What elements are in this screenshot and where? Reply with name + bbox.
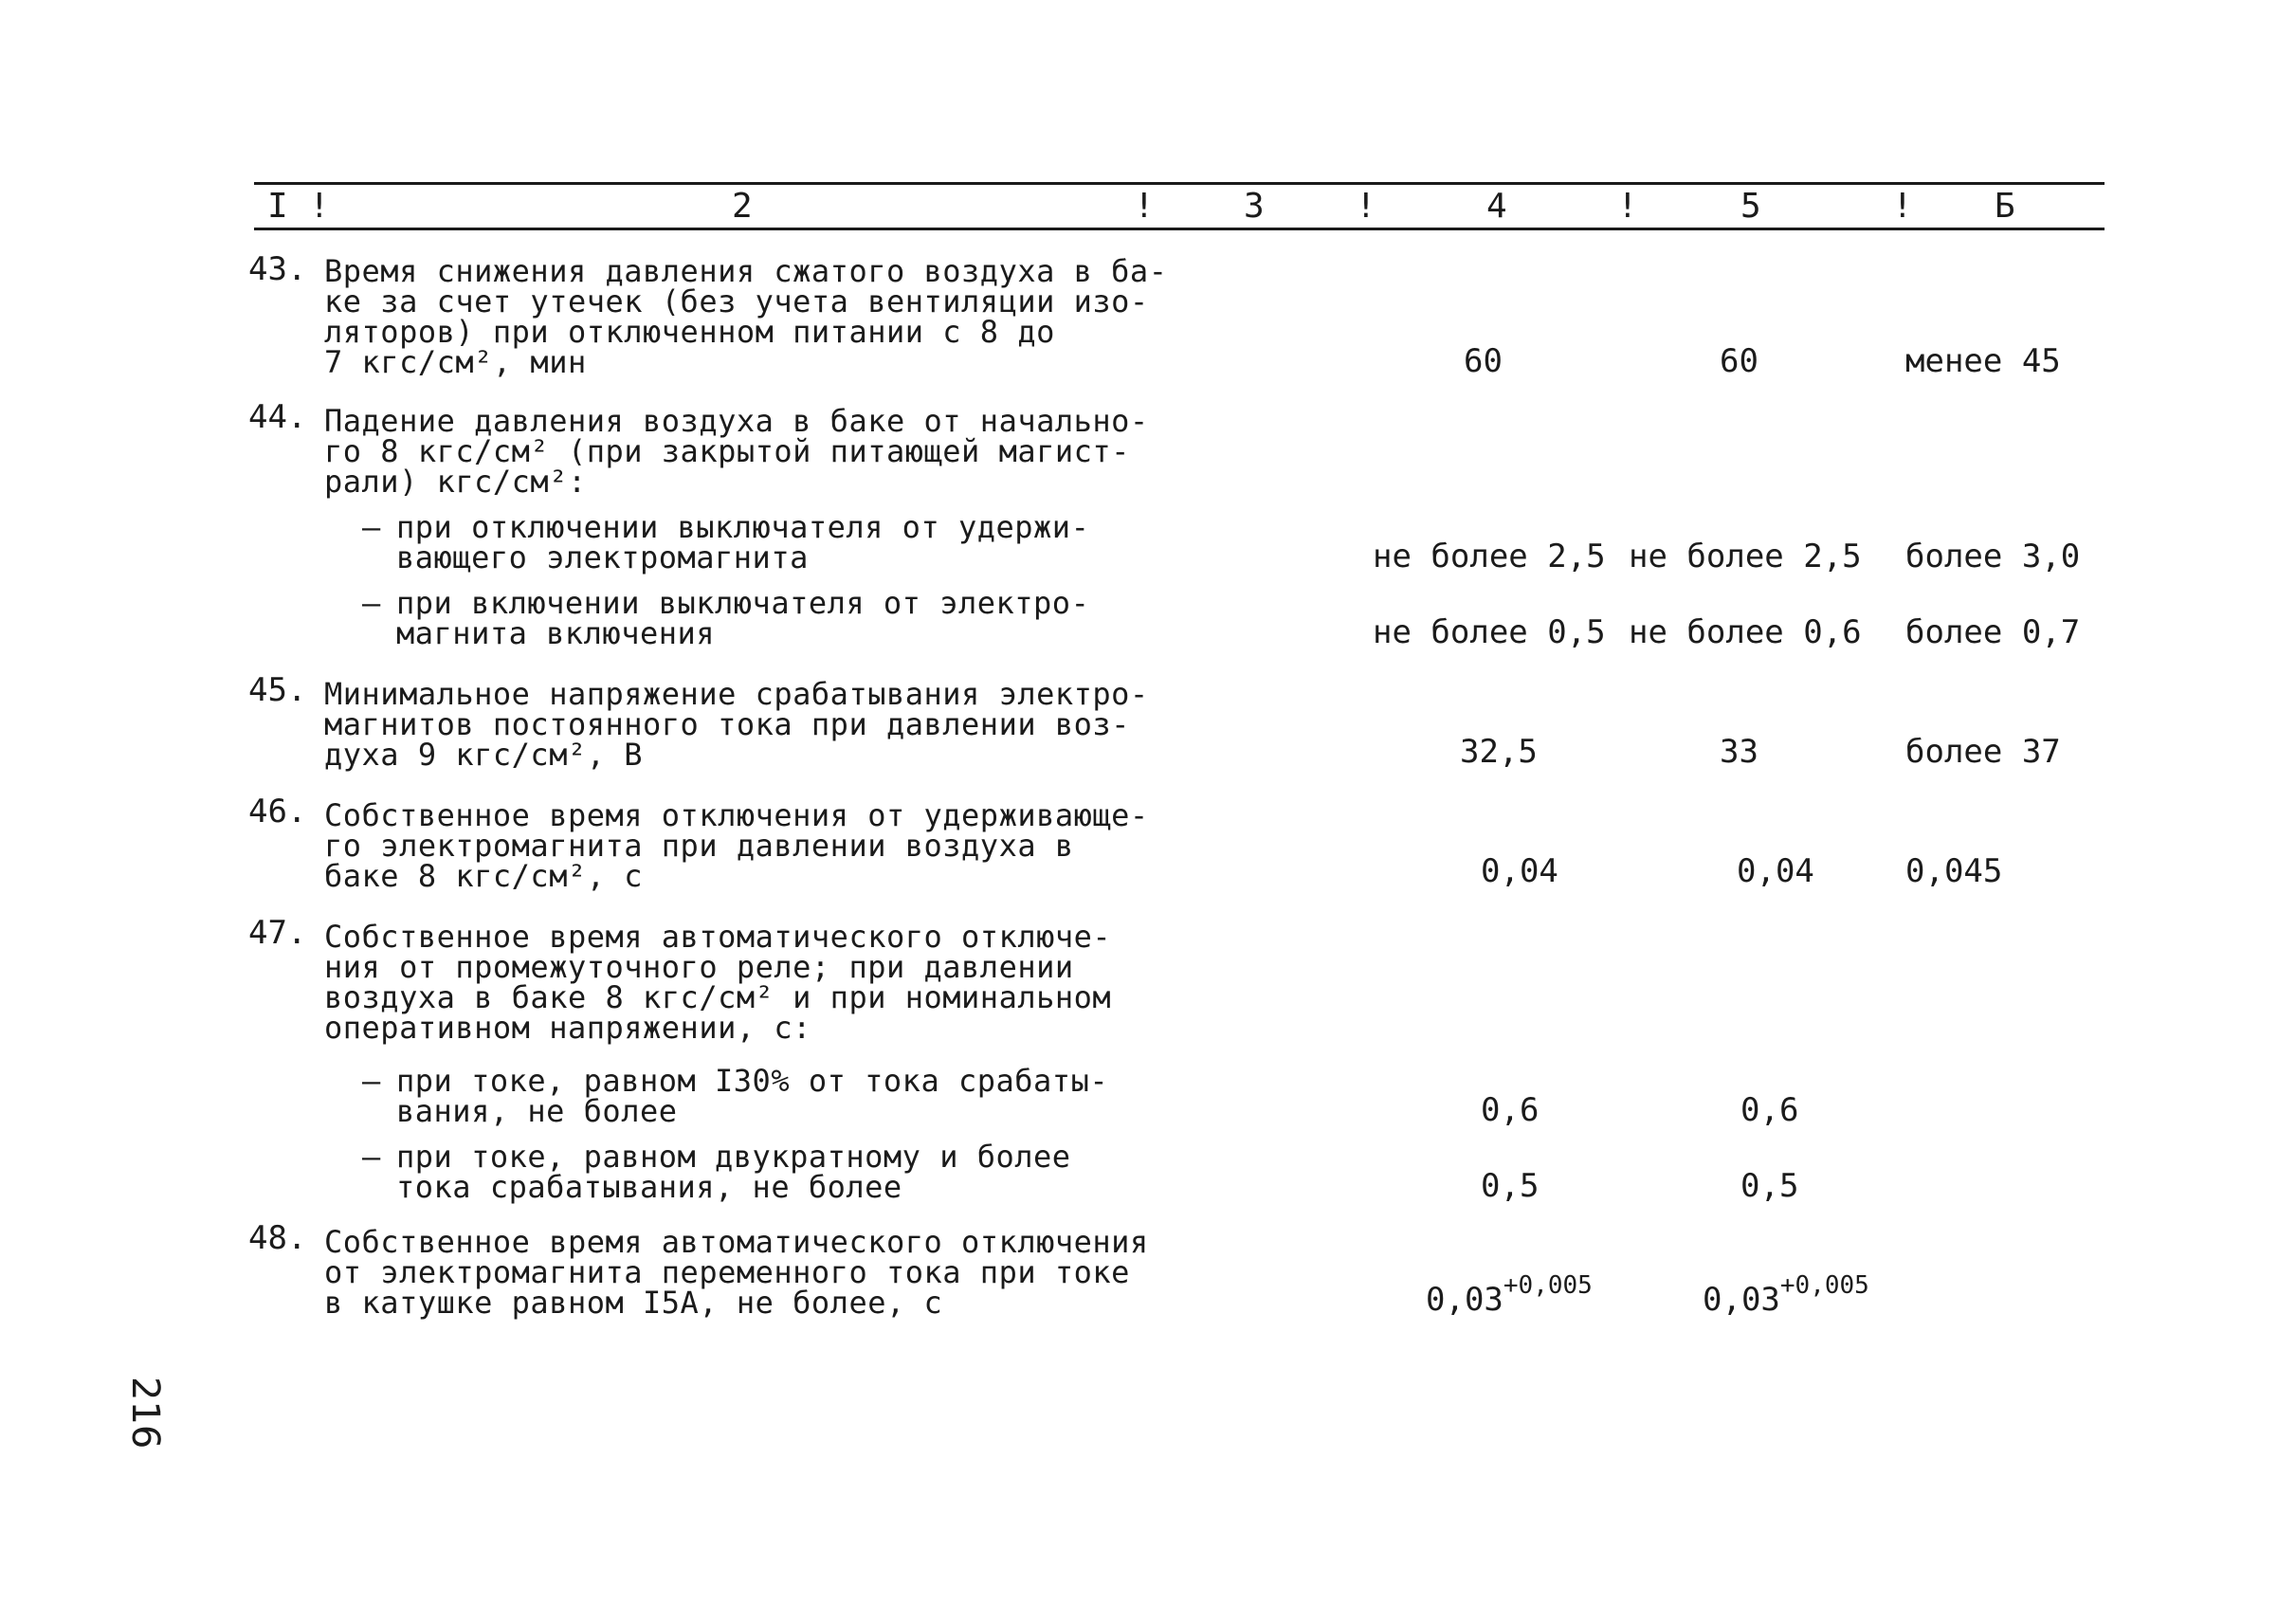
value-base: 0,03 [1426, 1281, 1503, 1319]
header-bottom-rule [254, 228, 2105, 230]
value-tolerance: +0,005 [1503, 1271, 1593, 1300]
header-separator: ! [1617, 187, 1638, 226]
dash-marker: – [362, 585, 381, 621]
value-tolerance: +0,005 [1779, 1271, 1869, 1300]
value-col-4 [1426, 1271, 1593, 1319]
row-text-line: го электромагнита при давлении воздуха в [324, 828, 1074, 864]
value-col-4: 0,6 [1481, 1091, 1540, 1129]
value-col-5: 0,04 [1737, 852, 1814, 890]
value-col-5: 0,5 [1740, 1167, 1799, 1205]
header-col-5: 5 [1740, 187, 1761, 226]
sub-row-text-line: при токе, равном I30% от тока срабаты- [396, 1063, 1109, 1099]
sub-row-text-line: магнита включения [396, 615, 716, 651]
dash-marker: – [362, 1063, 381, 1099]
row-text-line: баке 8 кгс/см², с [324, 858, 644, 894]
row-number: 47. [248, 914, 307, 952]
row-text-line: ляторов) при отключенном питании с 8 до [324, 314, 1055, 350]
sub-row-text-line: при отключении выключателя от удержи- [396, 509, 1090, 545]
row-number: 45. [248, 671, 307, 709]
header-separator: ! [1356, 187, 1376, 226]
row-text-line: от электромагнита переменного тока при токе [324, 1254, 1130, 1290]
value-base: 0,03 [1703, 1281, 1780, 1319]
sub-row-text-line: при включении выключателя от электро- [396, 585, 1090, 621]
row-text-line: Собственное время автоматического отключения [324, 1224, 1149, 1260]
sub-row-text-line: тока срабатывания, не более [396, 1169, 902, 1205]
row-number: 44. [248, 398, 307, 436]
row-text-line: Время снижения давления сжатого воздуха в ба- [324, 253, 1168, 289]
row-text-line: духа 9 кгс/см², В [324, 737, 644, 773]
row-text-line: Собственное время отключения от удерживающе- [324, 797, 1149, 833]
value-col-6: 0,045 [1905, 852, 2003, 890]
row-text-line: в катушке равном I5А, не более, с [324, 1285, 943, 1321]
header-col-4: 4 [1486, 187, 1507, 226]
sub-row-text-line: вания, не более [396, 1093, 678, 1129]
row-text-line: ния от промежуточного реле; при давлении [324, 949, 1074, 985]
header-separator: ! [1134, 187, 1155, 226]
row-text-line: оперативном напряжении, с: [324, 1010, 811, 1046]
dash-marker: – [362, 509, 381, 545]
value-col-5: не более 0,6 [1629, 613, 1862, 651]
value-col-6: более 0,7 [1905, 613, 2081, 651]
value-col-4: 0,5 [1481, 1167, 1540, 1205]
header-top-rule [254, 182, 2105, 185]
row-number: 48. [248, 1219, 307, 1257]
value-col-4: не более 0,5 [1373, 613, 1606, 651]
row-text-line: Минимальное напряжение срабатывания электро- [324, 676, 1149, 712]
header-col-6: Б [1995, 187, 2015, 226]
page-number: 216 [123, 1377, 167, 1450]
row-number: 46. [248, 793, 307, 830]
value-col-6: менее 45 [1905, 342, 2061, 380]
row-text-line: 7 кгс/см², мин [324, 344, 587, 380]
header-separator: ! [309, 187, 330, 226]
row-text-line: рали) кгс/см²: [324, 464, 587, 500]
sub-row-text-line: при токе, равном двукратному и более [396, 1139, 1071, 1175]
value-col-5: 33 [1720, 733, 1758, 771]
value-col-4: не более 2,5 [1373, 538, 1606, 575]
value-col-6: более 37 [1905, 733, 2061, 771]
value-col-5 [1703, 1271, 1869, 1319]
header-col-3: 3 [1244, 187, 1265, 226]
value-col-4: 32,5 [1460, 733, 1538, 771]
value-col-5: 0,6 [1740, 1091, 1799, 1129]
sub-row-text-line: вающего электромагнита [396, 539, 809, 575]
row-text-line: воздуха в баке 8 кгс/см² и при номинальном [324, 979, 1112, 1015]
value-col-4: 60 [1464, 342, 1503, 380]
header-col-2: 2 [732, 187, 753, 226]
dash-marker: – [362, 1139, 381, 1175]
row-text-line: магнитов постоянного тока при давлении воз- [324, 706, 1130, 742]
row-number: 43. [248, 250, 307, 288]
row-text-line: Собственное время автоматического отключе- [324, 919, 1112, 955]
header-col-1: I [267, 187, 288, 226]
row-text-line: Падение давления воздуха в баке от начально- [324, 403, 1149, 439]
row-text-line: ке за счет утечек (без учета вентиляции изо- [324, 283, 1149, 319]
value-col-4: 0,04 [1481, 852, 1558, 890]
value-col-5: 60 [1720, 342, 1758, 380]
header-separator: ! [1892, 187, 1913, 226]
value-col-6: более 3,0 [1905, 538, 2081, 575]
value-col-5: не более 2,5 [1629, 538, 1862, 575]
row-text-line: го 8 кгс/см² (при закрытой питающей магист- [324, 433, 1130, 469]
